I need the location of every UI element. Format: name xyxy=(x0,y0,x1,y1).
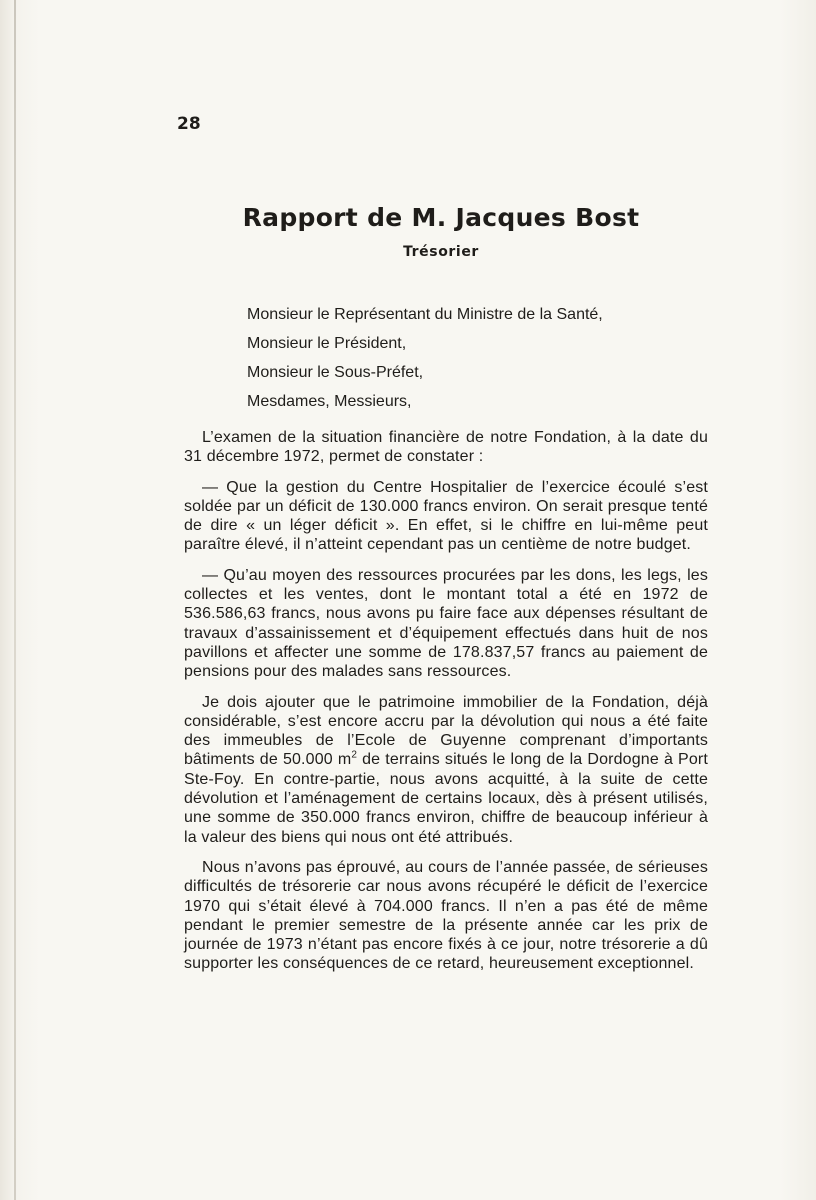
paragraph-text: Je dois ajouter que le patrimoine immobilier de la Fondation, déjà considérable, s’est encore accru par la dévolution qui nous a été faite des immeubles de l’Ecole de Guyenne comprenant d’importants bâtiments de 50.000 m xyxy=(184,693,708,769)
report-subtitle: Trésorier xyxy=(403,244,479,260)
paragraph: — Qu’au moyen des ressources procurées par les dons, les legs, les collectes et les ventes, dont le montant total a été en 1972 de 536.586,63 francs, nous avons pu faire face aux dépenses résultant de travaux d’assainissement et d’équipement effectués dans huit de nos pavillons et affecter une somme de 178.837,57 francs au paiement de pensions pour des malades sans ressources. xyxy=(184,566,708,681)
paragraph: L’examen de la situation financière de notre Fondation, à la date du 31 décembre 1972, permet de constater : xyxy=(184,429,708,466)
paragraph xyxy=(184,693,708,847)
superscript: 2 xyxy=(351,750,358,762)
salutation-line: Monsieur le Sous-Préfet, xyxy=(247,364,424,381)
paragraph: Nous n’avons pas éprouvé, au cours de l’année passée, de sérieuses difficultés de trésorerie car nous avons récupéré le déficit de l’exercice 1970 qui s’était élevé à 704.000 francs. Il n’en a pas été de même pendant le premier semestre de la présente année car les prix de journée de 1973 n’étant pas encore fixés à ce jour, notre trésorerie a dû supporter les conséquences de ce retard, heureusement exceptionnel. xyxy=(184,858,708,973)
binding-gutter xyxy=(14,0,16,1200)
salutation-line: Mesdames, Messieurs, xyxy=(247,393,412,410)
report-body xyxy=(184,428,708,985)
page-number: 28 xyxy=(177,114,201,134)
salutation-line: Monsieur le Président, xyxy=(247,335,407,352)
paragraph-text: de terrains situés le long de la Dordogne à Port Ste-Foy. En contre-partie, nous avons acquitté, à la suite de cette dévolution et l’aménagement de certains locaux, dès à présent utilisés, une somme de 350.000 francs environ, chiffre de beaucoup inférieur à la valeur des biens qui nous ont été attribués. xyxy=(184,751,709,846)
paragraph: — Que la gestion du Centre Hospitalier de l’exercice écoulé s’est soldée par un déficit de 130.000 francs environ. On serait presque tenté de dire « un léger déficit ». En effet, si le chiffre en lui-même peut paraître élevé, il n’atteint cependant pas un centième de notre budget. xyxy=(184,478,708,554)
salutation-line: Monsieur le Représentant du Ministre de la Santé, xyxy=(247,306,603,323)
salutations-block xyxy=(247,300,603,416)
report-title: Rapport de M. Jacques Bost xyxy=(242,203,640,232)
